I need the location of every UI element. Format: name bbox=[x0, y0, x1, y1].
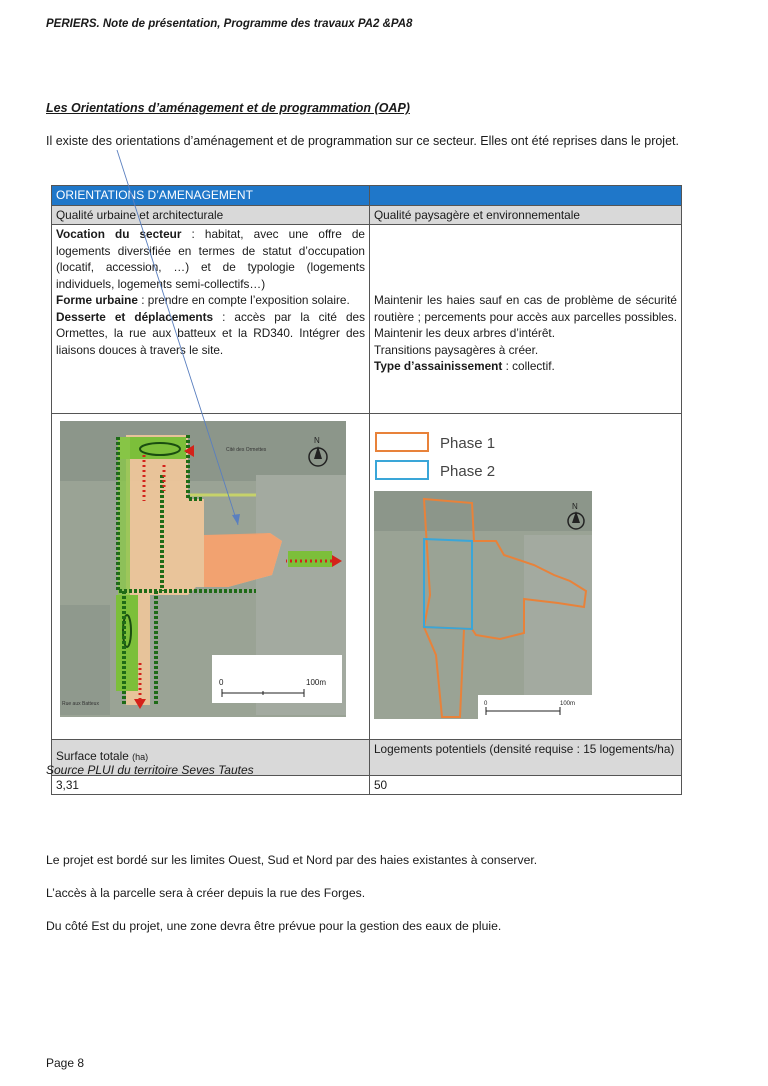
column-header-paysagere: Qualité paysagère et environnementale bbox=[370, 205, 682, 225]
label-cite: Cité des Ormettes bbox=[226, 447, 267, 453]
source-caption: Source PLUI du territoire Seves Tautes bbox=[46, 763, 254, 777]
table-head-cell-empty bbox=[370, 186, 682, 206]
logements-label: Logements potentiels (densité requise : 15 logements/ha) bbox=[370, 739, 682, 775]
scale-end: 100m bbox=[306, 678, 327, 687]
phase-map bbox=[374, 415, 685, 733]
forme-label: Forme urbaine bbox=[56, 293, 138, 307]
assainissement-label: Type d’assainissement bbox=[374, 359, 503, 374]
table-head: ORIENTATIONS D’AMENAGEMENT bbox=[56, 188, 253, 202]
page-number: Page 8 bbox=[46, 1056, 85, 1070]
urbaine-cell bbox=[52, 225, 370, 414]
paragraph-haies: Le projet est bordé sur les limites Ouest, Sud et Nord par des haies existantes à conserver. bbox=[46, 853, 538, 867]
vocation-label: Vocation du secteur bbox=[56, 227, 182, 241]
section-title: Les Orientations d’aménagement et de programmation (OAP) bbox=[46, 101, 410, 115]
desserte-label: Desserte et déplacements bbox=[56, 309, 214, 324]
label-rue: Rue aux Batteux bbox=[62, 701, 99, 707]
document-header: PERIERS. Note de présentation, Programme des travaux PA2 &PA8 bbox=[46, 18, 413, 30]
scale-start-2: 0 bbox=[484, 701, 488, 707]
green-space-east bbox=[288, 551, 332, 567]
phase1-swatch bbox=[376, 433, 428, 451]
phase2-swatch bbox=[376, 461, 428, 479]
aerial-houses-sw bbox=[60, 605, 110, 715]
intro-paragraph: Il existe des orientations d’aménagement et de programmation sur ce secteur. Elles ont été reprises dans le projet. bbox=[46, 134, 679, 148]
column-header-urbaine: Qualité urbaine et architecturale bbox=[52, 205, 370, 225]
aerial-houses-east-2 bbox=[524, 535, 592, 719]
desserte-text: : accès par la cité des Ormettes, la rue aux batteux et la RD340. Intégrer des liaisons douces à travers le site. bbox=[56, 309, 365, 357]
phase2-label: Phase 2 bbox=[440, 463, 496, 480]
north-label-2: N bbox=[572, 502, 578, 511]
surface-value: 3,31 bbox=[52, 775, 370, 795]
vocation-text: : habitat, avec une offre de logements diversifiée en termes de statut d’occupation (locatif, accession, …) et de typologie (logements individuels, logements semi-collectifs…) bbox=[56, 227, 365, 291]
phase1-label: Phase 1 bbox=[440, 435, 496, 452]
oap-map bbox=[56, 415, 373, 733]
forme-text: : prendre en compte l’exposition solaire. bbox=[137, 293, 350, 307]
scale-box-2 bbox=[478, 695, 592, 719]
scale-end-2: 100m bbox=[560, 701, 576, 707]
phase-map-cell bbox=[370, 414, 682, 740]
aerial-houses-top bbox=[60, 421, 346, 481]
oap-table bbox=[51, 185, 682, 795]
transitions-text: Transitions paysagères à créer. bbox=[374, 342, 539, 357]
surface-unit: (ha) bbox=[132, 752, 149, 763]
green-space-south bbox=[116, 595, 138, 691]
logements-value: 50 bbox=[370, 775, 682, 795]
assainissement-text: : collectif. bbox=[502, 359, 555, 374]
scale-start: 0 bbox=[219, 678, 224, 687]
oap-map-cell bbox=[52, 414, 370, 740]
table-head-cell bbox=[52, 186, 370, 206]
paragraph-eaux: Du côté Est du projet, une zone devra être prévue pour la gestion des eaux de pluie. bbox=[46, 919, 502, 933]
north-label: N bbox=[314, 436, 320, 445]
aerial-houses-top-2 bbox=[374, 491, 592, 531]
paragraph-acces: L’accès à la parcelle sera à créer depuis la rue des Forges. bbox=[46, 886, 366, 900]
surface-label: Surface totale bbox=[56, 749, 129, 764]
paysagere-cell bbox=[370, 225, 682, 414]
haies-text: Maintenir les haies sauf en cas de problème de sécurité routière ; percements pour accès aux parcelles possibles. Maintenir les deux arbres d’intérêt. bbox=[374, 293, 677, 341]
